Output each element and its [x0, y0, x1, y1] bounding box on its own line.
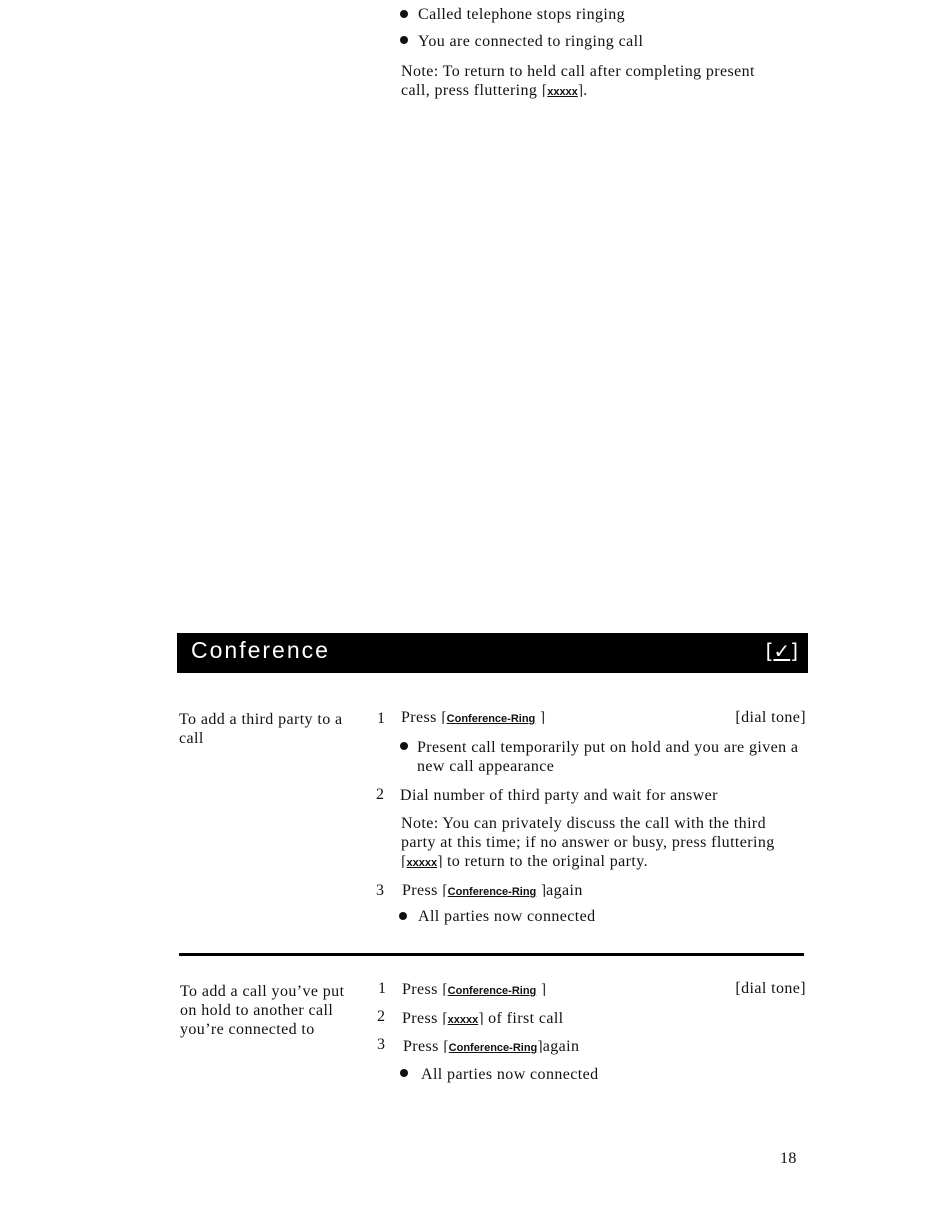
bullet-marker: [400, 10, 408, 18]
step-number: 3: [377, 1036, 386, 1053]
key-label: xxxxx: [447, 1014, 479, 1026]
step-number: 2: [377, 1008, 386, 1025]
list-item: Present call temporarily put on hold and you are given a new call appearance: [417, 739, 799, 775]
section-header: [177, 633, 808, 673]
bullet-marker: [399, 912, 407, 920]
note-text: call, press fluttering: [401, 82, 538, 99]
signal-indicator: [dial tone]: [735, 709, 806, 726]
key-label: Conference-Ring: [447, 985, 537, 997]
step-number: 1: [377, 710, 386, 727]
list-item: You are connected to ringing call: [418, 33, 644, 50]
bullet-marker: [400, 36, 408, 44]
list-item: Called telephone stops ringing: [418, 6, 626, 23]
check-icon: [✓]: [765, 639, 798, 663]
step-instruction: Dial number of third party and wait for answer: [400, 787, 718, 804]
bullet-marker: [400, 742, 408, 750]
section-title: Conference: [191, 637, 330, 663]
note-paragraph: Note: You can privately discuss the call with the third party at this time; if no answer or busy, press fluttering ⌈xxxxx⌉ to return to the original party.: [401, 815, 775, 870]
step-instruction: Press ⌈Conference-Ring ⌉: [401, 709, 546, 726]
step-number: 2: [376, 786, 385, 803]
key-label: Conference-Ring: [447, 886, 537, 898]
step-instruction: Press ⌈Conference-Ring ⌉again: [402, 882, 583, 899]
note-line: Note: To return to held call after completing present: [401, 63, 755, 80]
note-line: call, press fluttering ⌈xxxxx⌉.: [401, 82, 588, 99]
page-number: 18: [780, 1150, 797, 1167]
signal-indicator: [dial tone]: [735, 980, 806, 997]
section-divider: [179, 953, 804, 956]
note-text: .: [583, 82, 588, 99]
block-label: To add a call you’ve put on hold to another call you’re connected to: [180, 983, 345, 1038]
key-label: Conference-Ring: [446, 713, 536, 725]
step-instruction: Press ⌈Conference-Ring ⌉: [402, 981, 547, 998]
step-number: 3: [376, 882, 385, 899]
bullet-marker: [400, 1069, 408, 1077]
step-number: 1: [378, 980, 387, 997]
list-item: All parties now connected: [418, 908, 596, 925]
step-instruction: Press ⌈Conference-Ring⌉again: [403, 1038, 580, 1055]
step-instruction: Press ⌈xxxxx⌉ of first call: [402, 1010, 564, 1027]
key-label: xxxxx: [547, 86, 578, 98]
list-item: All parties now connected: [421, 1066, 599, 1083]
block-label: To add a third party to a call: [179, 711, 343, 747]
key-label: xxxxx: [406, 857, 438, 869]
key-label: Conference-Ring: [448, 1042, 538, 1054]
